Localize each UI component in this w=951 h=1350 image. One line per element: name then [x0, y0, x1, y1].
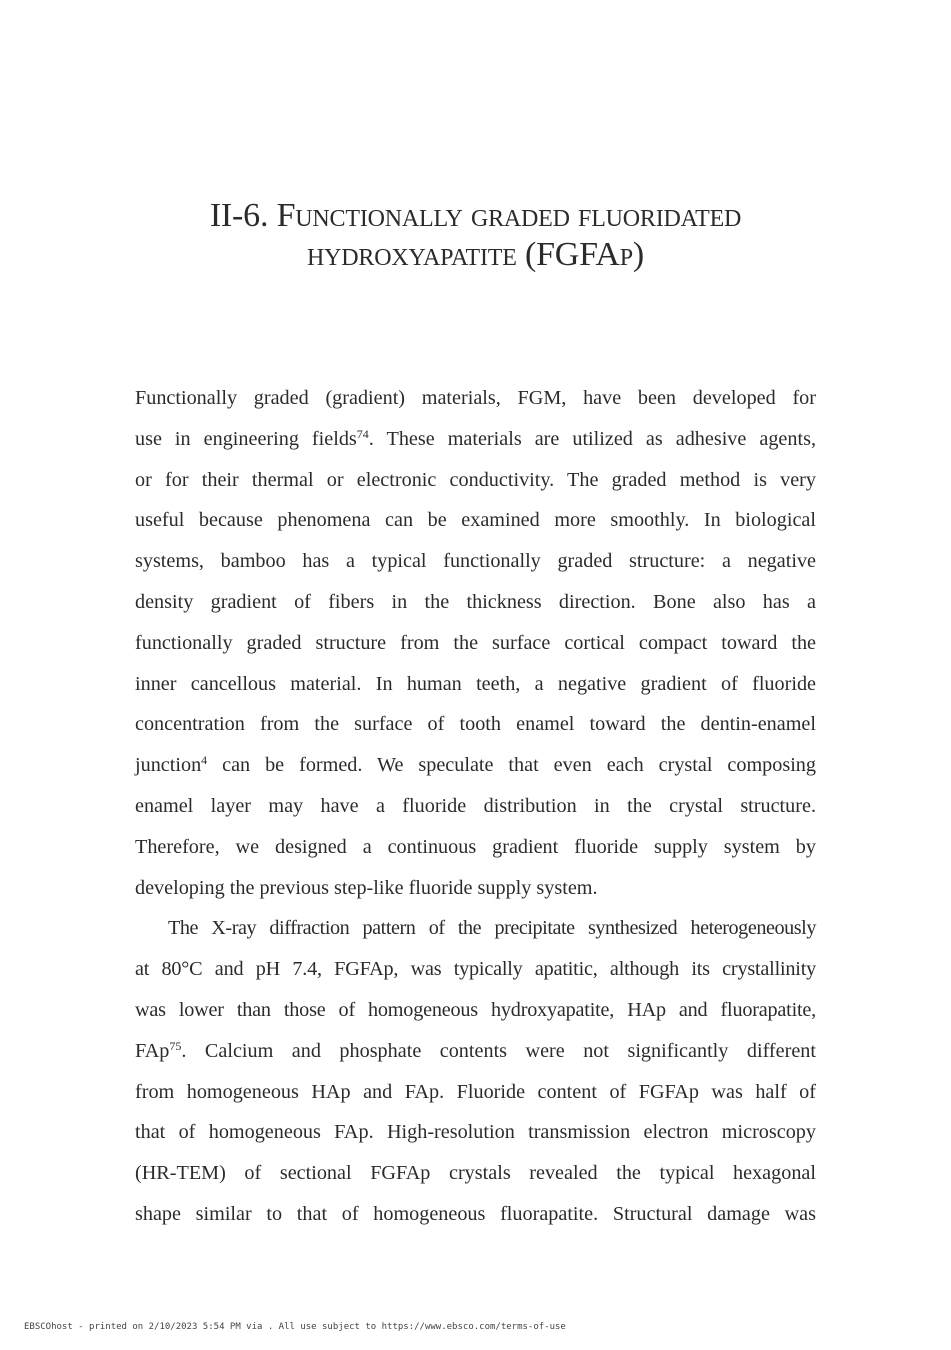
text-line: (HR-TEM) of sectional FGFAp crystals revealed the typical hexagonal — [135, 1162, 816, 1185]
text-line: or for their thermal or electronic conductivity. The graded method is very — [135, 468, 816, 491]
text-line — [135, 1031, 816, 1072]
text-segment: FAp — [135, 1039, 170, 1062]
text-line: systems, bamboo has a typical functionally graded structure: a negative — [135, 550, 816, 573]
text-line: shape similar to that of homogeneous fluorapatite. Structural damage was — [135, 1202, 816, 1225]
text-line: inner cancellous material. In human teeth, a negative gradient of fluoride — [135, 672, 816, 695]
text-segment: . These materials are utilized as adhesive agents, — [368, 427, 816, 450]
reference-4: 4 — [201, 753, 208, 768]
heading-line-2-text: hydroxyapatite (FGFA — [307, 236, 620, 273]
text-line — [135, 745, 816, 786]
text-line: concentration from the surface of tooth enamel toward the dentin-enamel — [135, 713, 816, 736]
text-line: Functionally graded (gradient) materials, FGM, have been developed for — [135, 387, 816, 409]
text-line: functionally graded structure from the surface cortical compact toward the — [135, 631, 816, 654]
text-line: was lower than those of homogeneous hydroxyapatite, HAp and fluorapatite, — [135, 998, 816, 1021]
print-footer: EBSCOhost - printed on 2/10/2023 5:54 PM via . All use subject to https://www.ebsco.com/terms-of-use — [24, 1322, 566, 1332]
text-line: that of homogeneous FAp. High-resolution transmission electron microscopy — [135, 1121, 816, 1144]
paragraph-2 — [135, 908, 816, 1234]
body-text — [135, 378, 816, 1235]
text-line: The X-ray diffraction pattern of the precipitate synthesized heterogeneously — [168, 917, 816, 940]
section-heading — [0, 196, 951, 274]
text-segment: junction — [135, 754, 202, 777]
text-line — [135, 419, 816, 460]
text-segment: use in engineering fields — [135, 427, 357, 450]
text-line: from homogeneous HAp and FAp. Fluoride content of FGFAp was half of — [135, 1080, 816, 1103]
heading-line-2-close: ) — [632, 236, 644, 273]
text-line: enamel layer may have a fluoride distribution in the crystal structure. — [135, 794, 816, 817]
text-line: at 80°C and pH 7.4, FGFAp, was typically apatitic, although its crystallinity — [135, 958, 816, 981]
text-segment: . Calcium and phosphate contents were not significantly different — [181, 1039, 816, 1062]
heading-line-2-suffix: p — [619, 236, 633, 273]
text-line: density gradient of fibers in the thickness direction. Bone also has a — [135, 590, 816, 613]
heading-line-1: II-6. Functionally graded fluoridated — [209, 197, 742, 234]
text-segment: can be formed. We speculate that even each crystal composing — [207, 754, 816, 777]
text-line: Therefore, we designed a continuous gradient fluoride supply system by — [135, 835, 816, 858]
text-line: developing the previous step-like fluoride supply system. — [135, 876, 598, 899]
heading-line-2 — [0, 235, 951, 274]
reference-74: 74 — [356, 426, 369, 441]
paragraph-1 — [135, 378, 816, 908]
reference-75: 75 — [169, 1038, 182, 1053]
text-line: useful because phenomena can be examined more smoothly. In biological — [135, 509, 816, 532]
